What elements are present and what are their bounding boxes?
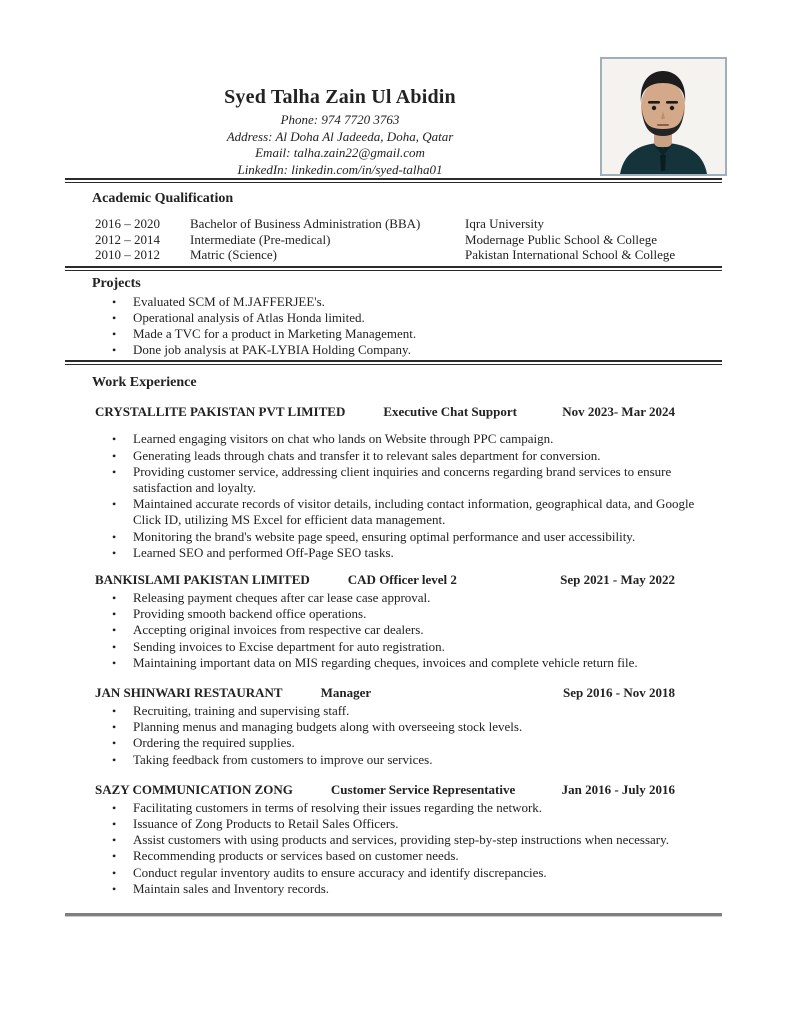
academic-years: 2012 – 2014 <box>95 231 160 247</box>
section-divider <box>65 266 722 271</box>
job-entry <box>95 572 700 671</box>
bullet-item: • Recruiting, training and supervising staff. <box>133 703 700 719</box>
projects-heading: Projects <box>92 275 141 291</box>
portrait-illustration <box>602 59 725 174</box>
section-divider <box>65 178 722 183</box>
job-entry <box>95 685 700 768</box>
academic-degree: Intermediate (Pre-medical) <box>190 231 331 247</box>
job-bullets <box>95 590 700 671</box>
bullet-item: • Planning menus and managing budgets along with overseeing stock levels. <box>133 719 700 735</box>
section-divider <box>65 360 722 365</box>
job-bullets <box>95 703 700 768</box>
bullet-item: • Taking feedback from customers to improve our services. <box>133 752 700 768</box>
academic-table <box>95 216 700 263</box>
job-dates: Sep 2016 - Nov 2018 <box>563 684 675 700</box>
bullet-item: • Learned engaging visitors on chat who lands on Website through PPC campaign. <box>133 431 700 447</box>
bullet-item: • Issuance of Zong Products to Retail Sales Officers. <box>133 816 700 832</box>
job-header <box>95 685 700 701</box>
job-header <box>95 782 700 798</box>
job-header <box>95 404 700 420</box>
bullet-item: • Providing customer service, addressing client inquiries and concerns regarding brand services to ensure satisfaction and loyalty. <box>133 464 700 496</box>
job-header <box>95 572 700 588</box>
academic-degree: Matric (Science) <box>190 247 277 262</box>
bullet-item: • Done job analysis at PAK-LYBIA Holding Company. <box>133 342 700 358</box>
section-projects <box>92 275 700 359</box>
bottom-divider <box>65 913 722 917</box>
section-work <box>92 375 700 897</box>
job-dates: Jan 2016 - July 2016 <box>561 781 675 797</box>
academic-institution: Modernage Public School & College <box>465 231 658 247</box>
bullet-item: • Made a TVC for a product in Marketing Management. <box>133 326 700 342</box>
bullet-item: • Facilitating customers in terms of resolving their issues regarding the network. <box>133 800 700 816</box>
academic-row <box>95 232 700 248</box>
bullet-item: • Conduct regular inventory audits to ensure accuracy and identify discrepancies. <box>133 865 700 881</box>
bullet-item: • Recommending products or services based on customer needs. <box>133 848 700 864</box>
contact-linkedin: LinkedIn: linkedin.com/in/syed-talha01 <box>237 161 443 177</box>
section-academic <box>92 191 700 263</box>
bullet-item: • Providing smooth backend office operations. <box>133 606 700 622</box>
job-bullets <box>95 431 700 561</box>
header <box>65 0 615 178</box>
job-title: Executive Chat Support <box>383 404 517 420</box>
contact-address: Address: Al Doha Al Jadeeda, Doha, Qatar <box>226 128 454 144</box>
job-company: JAN SHINWARI RESTAURANT <box>95 684 283 700</box>
profile-photo <box>600 57 727 176</box>
bullet-item: • Evaluated SCM of M.JAFFERJEE's. <box>133 294 700 310</box>
academic-years: 2010 – 2012 <box>95 247 160 262</box>
job-company: BANKISLAMI PAKISTAN LIMITED <box>95 571 310 587</box>
bullet-item: • Generating leads through chats and transfer it to relevant sales department for conversion. <box>133 448 700 464</box>
projects-list <box>95 294 700 359</box>
job-company: SAZY COMMUNICATION ZONG <box>95 781 293 797</box>
academic-row <box>95 216 700 232</box>
job-entry <box>95 404 700 561</box>
job-company: CRYSTALLITE PAKISTAN PVT LIMITED <box>95 404 346 420</box>
job-dates: Nov 2023- Mar 2024 <box>562 404 675 420</box>
candidate-name: Syed Talha Zain Ul Abidin <box>224 86 456 108</box>
academic-institution: Pakistan International School & College <box>465 247 676 262</box>
bullet-item: • Releasing payment cheques after car lease case approval. <box>133 590 700 606</box>
academic-row <box>95 247 700 263</box>
bullet-item: • Learned SEO and performed Off-Page SEO tasks. <box>133 545 700 561</box>
job-title: Customer Service Representative <box>330 781 516 797</box>
bullet-item: • Operational analysis of Atlas Honda limited. <box>133 310 700 326</box>
contact-phone: Phone: 974 7720 3763 <box>280 112 400 127</box>
bullet-item: • Ordering the required supplies. <box>133 735 700 751</box>
bullet-item: • Monitoring the brand's website page speed, ensuring optimal performance and user accessibility. <box>133 529 700 545</box>
contact-email: Email: talha.zain22@gmail.com <box>255 145 425 160</box>
bullet-item: • Assist customers with using products and services, providing step-by-step instructions when necessary. <box>133 832 700 848</box>
job-dates: Sep 2021 - May 2022 <box>560 571 675 587</box>
academic-degree: Bachelor of Business Administration (BBA) <box>190 216 421 231</box>
bullet-item: • Sending invoices to Excise department for auto registration. <box>133 639 700 655</box>
job-title: CAD Officer level 2 <box>347 571 457 587</box>
academic-heading: Academic Qualification <box>92 191 234 206</box>
bullet-item: • Maintained accurate records of visitor details, including contact information, geographical data, and Google Click ID, utilizing MS Excel for efficient data management. <box>133 496 700 528</box>
bullet-item: • Maintaining important data on MIS regarding cheques, invoices and complete vehicle return file. <box>133 655 700 671</box>
job-bullets <box>95 800 700 897</box>
academic-institution: Iqra University <box>465 216 545 231</box>
work-heading: Work Experience <box>92 375 197 391</box>
academic-years: 2016 – 2020 <box>95 216 160 231</box>
bullet-item: • Accepting original invoices from respective car dealers. <box>133 622 700 638</box>
job-entry <box>95 782 700 897</box>
job-title: Manager <box>320 684 372 700</box>
bullet-item: • Maintain sales and Inventory records. <box>133 881 700 897</box>
